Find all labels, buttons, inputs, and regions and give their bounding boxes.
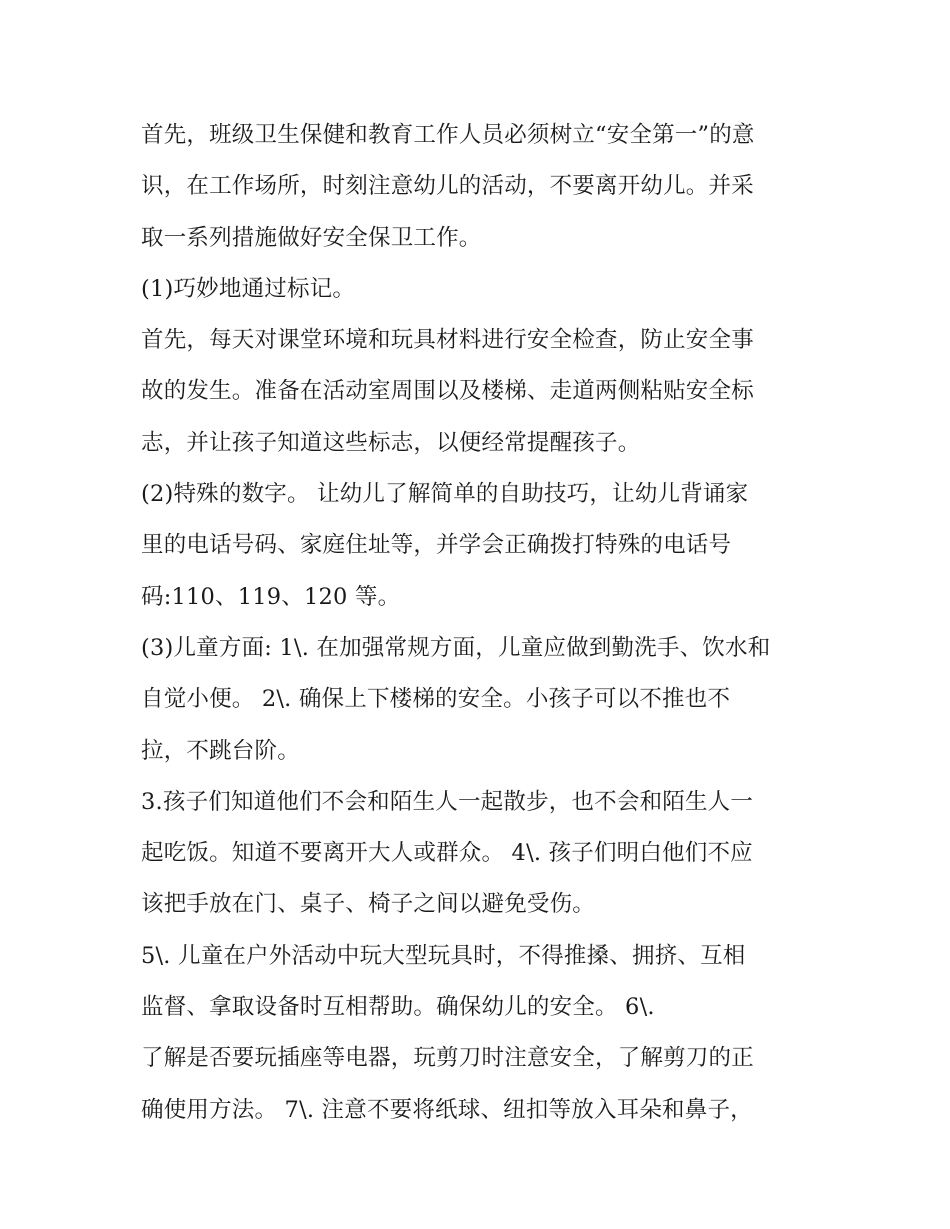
text-line: (2)特殊的数字。 让幼儿了解简单的自助技巧，让幼儿背诵家 (141, 481, 749, 508)
text-line: 监督、拿取设备时互相帮助。确保幼儿的安全。 6\. (141, 994, 655, 1021)
document-body (141, 110, 821, 1136)
text-line: 了解是否要玩插座等电器，玩剪刀时注意安全，了解剪刀的正 (141, 1045, 754, 1072)
text-line: 里的电话号码、家庭住址等，并学会正确拨打特殊的电话号 (141, 532, 732, 559)
text-line: 码:110、119、120 等。 (141, 583, 401, 610)
text-line: 该把手放在门、桌子、椅子之间以避免受伤。 (141, 891, 596, 918)
text-line: 取一系列措施做好安全保卫工作。 (141, 224, 482, 251)
text-line: 志，并让孩子知道这些标志，以便经常提醒孩子。 (141, 429, 641, 456)
text-line: 确使用方法。 7\. 注意不要将纸球、纽扣等放入耳朵和鼻子， (141, 1096, 753, 1123)
text-line: 识，在工作场所，时刻注意幼儿的活动，不要离开幼儿。并采 (141, 173, 754, 200)
text-line: 自觉小便。 2\. 确保上下楼梯的安全。小孩子可以不推也不 (141, 686, 731, 713)
text-line: (3)儿童方面: 1\. 在加强常规方面，儿童应做到勤洗手、饮水和 (141, 634, 771, 661)
text-line: 5\. 儿童在户外活动中玩大型玩具时，不得推搡、拥挤、互相 (141, 942, 746, 969)
text-line: 3.孩子们知道他们不会和陌生人一起散步，也不会和陌生人一 (141, 788, 754, 815)
text-line: (1)巧妙地通过标记。 (141, 275, 356, 302)
text-line: 故的发生。准备在活动室周围以及楼梯、走道两侧粘贴安全标 (141, 378, 754, 405)
text-line: 起吃饭。知道不要离开大人或群众。 4\. 孩子们明白他们不应 (141, 840, 753, 867)
text-line: 首先，每天对课堂环境和玩具材料进行安全检查，防止安全事 (141, 327, 754, 354)
text-line: 首先，班级卫生保健和教育工作人员必须树立“安全第一”的意 (141, 122, 755, 148)
text-line: 拉，不跳台阶。 (141, 737, 300, 764)
